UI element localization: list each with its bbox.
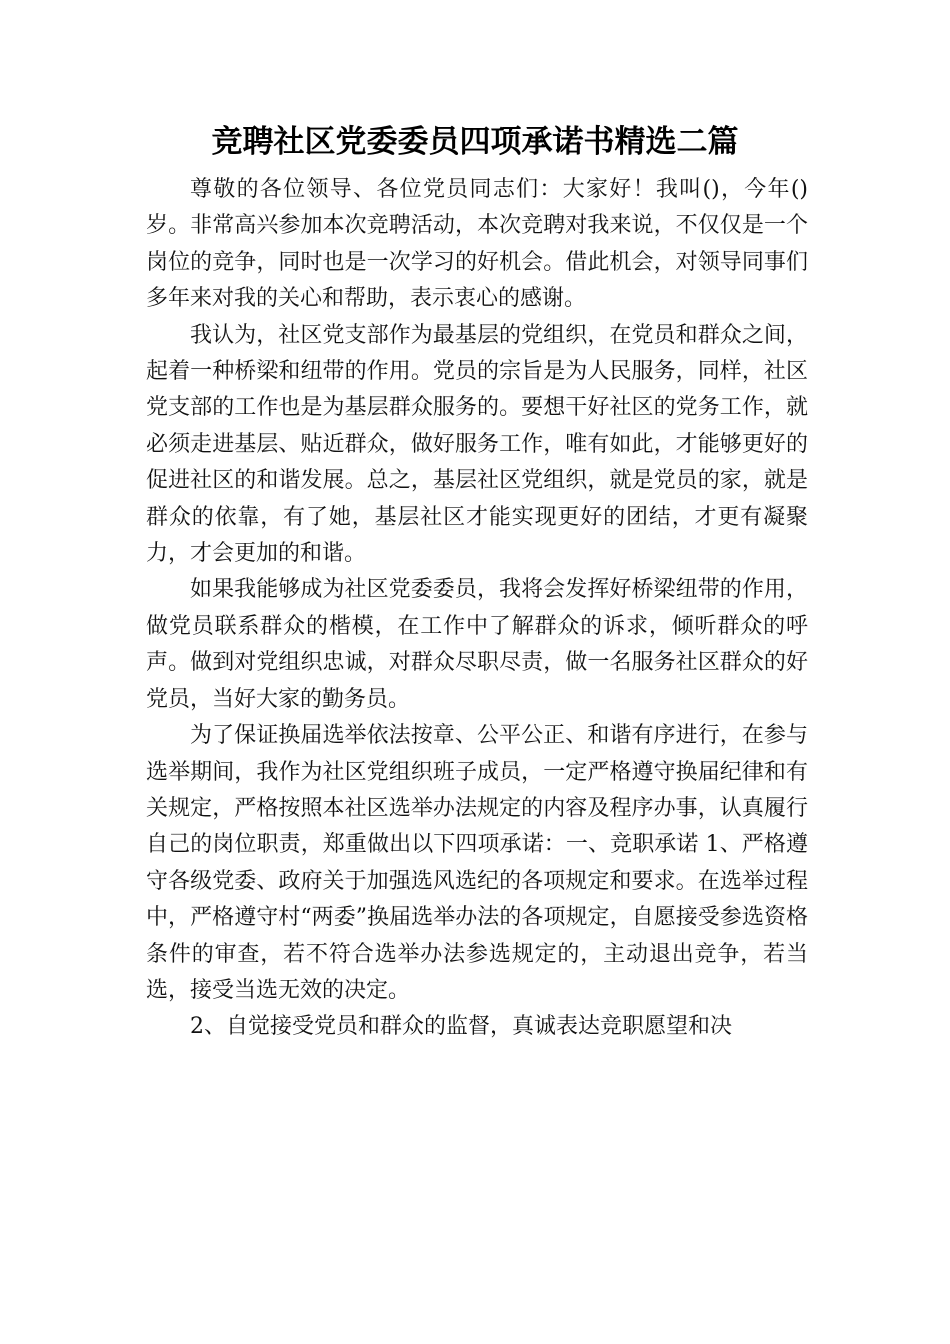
paragraph-pledge-two: 2、自觉接受党员和群众的监督，真诚表达竞职愿望和决: [190, 1014, 732, 1040]
paragraph-commitment-intent: 如果我能够成为社区党委委员，我将会发挥好桥梁纽带的作用，做党员联系群众的楷模，在工作中了解群众的诉求，倾听群众的呼声。做到对党组织忠诚，对群众尽职尽责，做一名服务社区群众的好党员，当好大家的勤务员。: [146, 577, 808, 712]
paragraph-greeting: 尊敬的各位领导、各位党员同志们：大家好！我叫()，今年()岁。非常高兴参加本次竞聘活动，本次竞聘对我来说，不仅仅是一个岗位的竞争，同时也是一次学习的好机会。借此机会，对领导同事们多年来对我的关心和帮助，表示衷心的感谢。: [146, 177, 808, 312]
document-title: 竞聘社区党委委员四项承诺书精选二篇: [211, 124, 739, 160]
document-body: [146, 172, 808, 1046]
paragraph-community-party-role: 我认为，社区党支部作为最基层的党组织，在党员和群众之间，起着一种桥梁和纽带的作用。党员的宗旨是为人民服务，同样，社区党支部的工作也是为基层群众服务的。要想干好社区的党务工作，就必须走进基层、贴近群众，做好服务工作，唯有如此，才能够更好的促进社区的和谐发展。总之，基层社区党组织，就是党员的家，就是群众的依靠，有了她，基层社区才能实现更好的团结，才更有凝聚力，才会更加的和谐。: [146, 322, 808, 567]
paragraph-four-pledges: 为了保证换届选举依法按章、公平公正、和谐有序进行，在参与选举期间，我作为社区党组织班子成员，一定严格遵守换届纪律和有关规定，严格按照本社区选举办法规定的内容及程序办事，认真履行自己的岗位职责，郑重做出以下四项承诺：一、竞职承诺 1、严格遵守各级党委、政府关于加强选风选纪的各项规定和要求。在选举过程中，严格遵守村“两委”换届选举办法的各项规定，自愿接受参选资格条件的审查，若不符合选举办法参选规定的，主动退出竞争，若当选，接受当选无效的决定。: [146, 723, 808, 1003]
